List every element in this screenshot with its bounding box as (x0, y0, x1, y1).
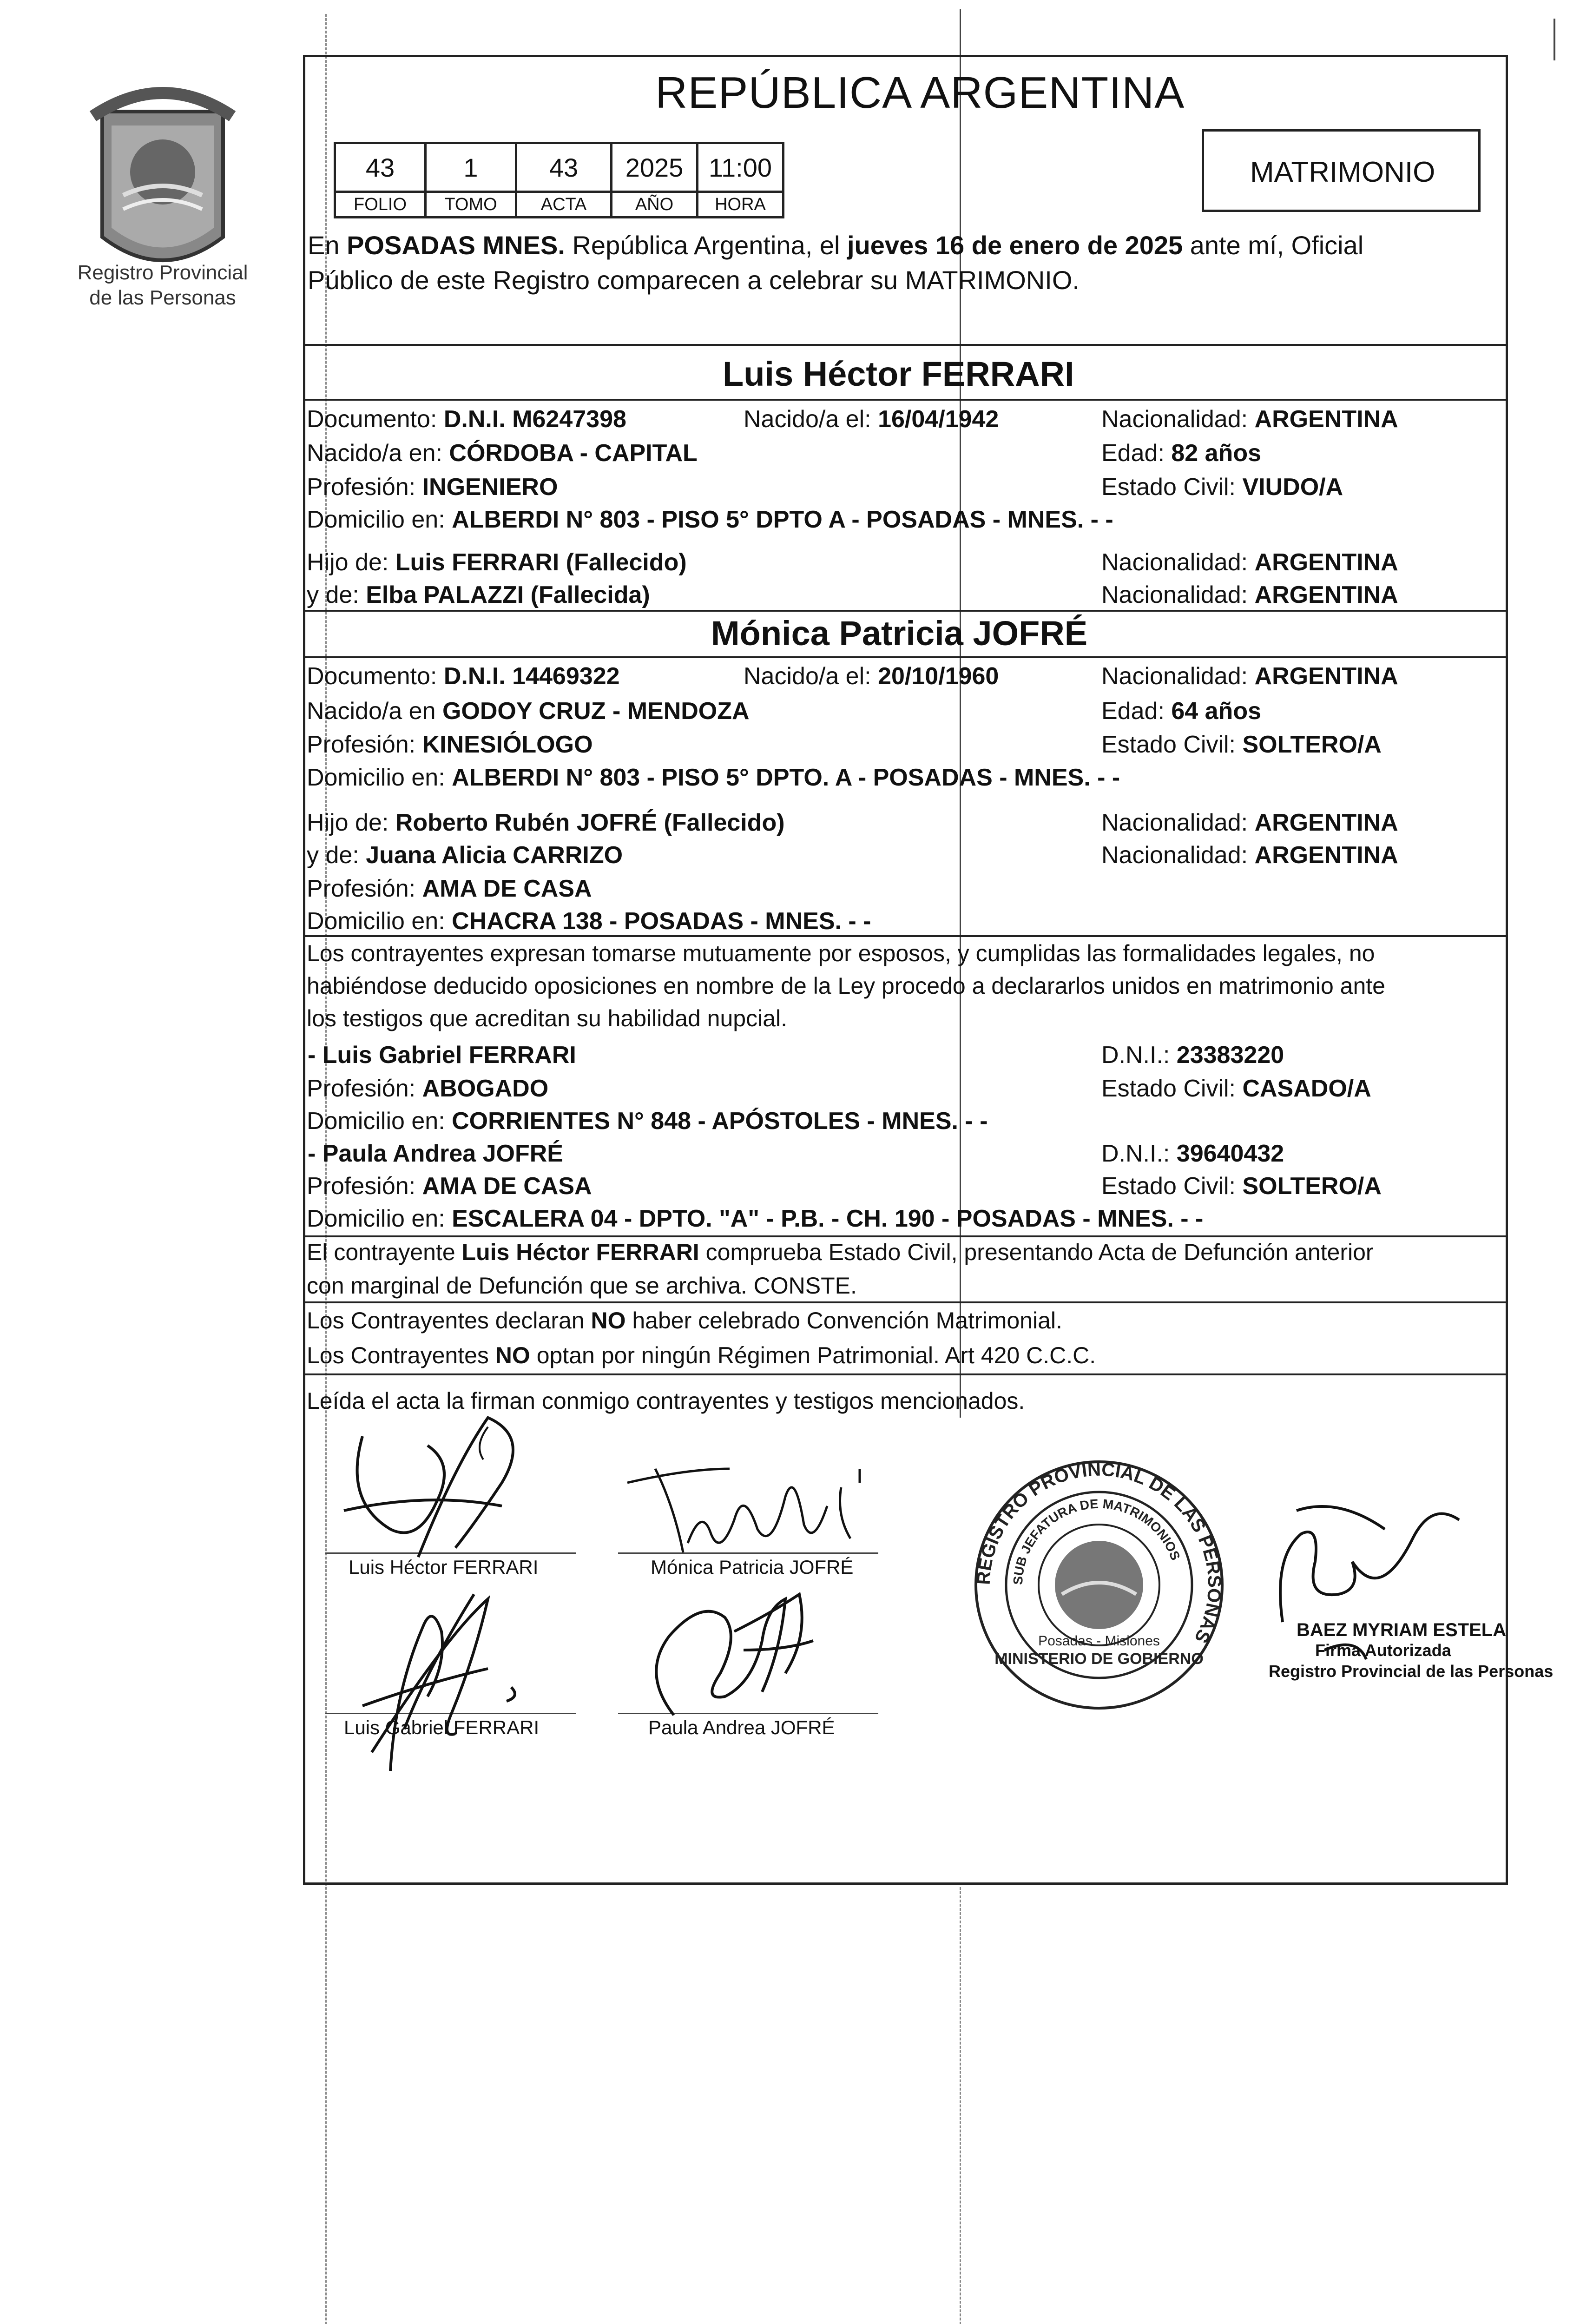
value: Roberto Rubén JOFRÉ (Fallecido) (395, 809, 785, 836)
testigo-1-dni (1101, 1041, 1284, 1069)
anio-value: 2025 (612, 143, 698, 192)
label: Estado Civil: (1101, 731, 1236, 758)
value: 64 años (1171, 698, 1261, 725)
signature-3-handwriting (335, 1576, 586, 1789)
value: ARGENTINA (1254, 406, 1398, 433)
section-divider (303, 1301, 1508, 1303)
intro-line-2: Público de este Registro comparecen a celebrar su MATRIMONIO. (308, 265, 1080, 295)
folio-label: FOLIO (335, 192, 426, 218)
convencion-line-1 (307, 1307, 1062, 1334)
c2-nacido-el (744, 662, 999, 690)
value: 39640432 (1176, 1140, 1284, 1167)
label: Hijo de: (307, 549, 389, 576)
c1-edad (1101, 439, 1261, 467)
c2-madre-domicilio (307, 907, 871, 935)
signature-name-4: Paula Andrea JOFRÉ (648, 1717, 835, 1738)
label: Profesión: (307, 474, 416, 501)
value: 82 años (1171, 440, 1261, 467)
label: Nacionalidad: (1101, 842, 1248, 869)
label: Domicilio en: (307, 1108, 445, 1135)
text: Los Contrayentes (307, 1342, 495, 1368)
intro-prefix: En (308, 231, 347, 260)
folio-table (334, 142, 784, 218)
declaracion-line-3: los testigos que acreditan su habilidad nupcial. (307, 1005, 788, 1031)
signature-1-handwriting (335, 1408, 576, 1571)
value: D.N.I. 14469322 (443, 663, 620, 690)
seal-ring-text: REGISTRO PROVINCIAL DE LAS PERSONAS (973, 1459, 1225, 1646)
testigo-2-dni (1101, 1140, 1284, 1168)
c2-domicilio (307, 764, 1120, 792)
value: ALBERDI N° 803 - PISO 5° DPTO. A - POSADAS - MNES. - - (452, 764, 1120, 791)
c2-estado-civil (1101, 731, 1382, 759)
label: Hijo de: (307, 809, 389, 836)
folio-value: 43 (335, 143, 426, 192)
c1-madre-nacionalidad (1101, 581, 1398, 609)
emphasis: NO (591, 1307, 626, 1334)
label: y de: (307, 581, 359, 608)
label: Nacionalidad: (1101, 581, 1248, 608)
testigo-2-estado-civil (1101, 1172, 1382, 1200)
value: VIUDO/A (1242, 474, 1343, 501)
seal-bottom-text: MINISTERIO DE GOBIERNO (994, 1650, 1204, 1668)
value: 16/04/1942 (878, 406, 999, 433)
testigo-1-profesion (307, 1075, 548, 1103)
hora-value: 11:00 (698, 143, 783, 192)
value: Juana Alicia CARRIZO (366, 842, 623, 869)
label: D.N.I.: (1101, 1140, 1170, 1167)
tomo-value: 1 (426, 143, 516, 192)
label: Edad: (1101, 698, 1165, 725)
section-divider (303, 344, 1508, 346)
value: INGENIERO (422, 474, 558, 501)
convencion-line-2 (307, 1342, 1096, 1369)
value: Luis FERRARI (Fallecido) (395, 549, 687, 576)
section-divider (303, 656, 1508, 658)
value: ESCALERA 04 - DPTO. "A" - P.B. - CH. 190 - POSADAS - MNES. - - (452, 1205, 1204, 1232)
c1-madre (307, 581, 650, 609)
intro-middle: República Argentina, el (565, 231, 847, 260)
label: y de: (307, 842, 359, 869)
c1-domicilio (307, 506, 1113, 534)
c2-padre-nacionalidad (1101, 809, 1398, 837)
official-seal-stamp (969, 1455, 1229, 1715)
official-cargo: Firma Autorizada (1315, 1641, 1451, 1660)
hora-label: HORA (698, 192, 783, 218)
label: Nacionalidad: (1101, 406, 1248, 433)
value: AMA DE CASA (422, 1173, 592, 1200)
testigo-2-domicilio (307, 1205, 1203, 1233)
section-divider (303, 1373, 1508, 1375)
testigo-1-name: - Luis Gabriel FERRARI (308, 1042, 576, 1069)
seal-inner-text: SUB JEFATURA DE MATRIMONIOS (1010, 1496, 1183, 1585)
contrayente-2-name: Mónica Patricia JOFRÉ (711, 614, 1088, 653)
c1-nacionalidad (1101, 405, 1398, 433)
acta-label: ACTA (516, 192, 612, 218)
fold-guide-line (960, 1887, 961, 2324)
label: Domicilio en: (307, 1205, 445, 1232)
label: D.N.I.: (1101, 1042, 1170, 1069)
label: Profesión: (307, 1173, 416, 1200)
label: Documento: (307, 406, 437, 433)
official-registro: Registro Provincial de las Personas (1269, 1662, 1554, 1681)
testigo-2-profesion (307, 1172, 592, 1200)
declaracion-line-2: habiéndose deducido oposiciones en nombre de la Ley procedo a declararlos unidos en matrimonio ante (307, 973, 1385, 999)
value: ARGENTINA (1254, 581, 1398, 608)
defuncion-line-2: con marginal de Defunción que se archiva. CONSTE. (307, 1273, 857, 1299)
record-type-label: MATRIMONIO (1250, 156, 1435, 188)
value: ARGENTINA (1254, 663, 1398, 690)
c2-nacionalidad (1101, 662, 1398, 690)
intro-line-1 (308, 230, 1363, 260)
value: CASADO/A (1242, 1075, 1371, 1102)
testigo-1-domicilio (307, 1107, 988, 1135)
text: El contrayente (307, 1239, 462, 1265)
cierre-text: Leída el acta la firman conmigo contrayentes y testigos mencionados. (307, 1388, 1025, 1414)
intro-suffix: ante mí, Oficial (1183, 231, 1364, 260)
label: Documento: (307, 663, 437, 690)
label: Edad: (1101, 440, 1165, 467)
label: Estado Civil: (1101, 1173, 1236, 1200)
intro-date: jueves 16 de enero de 2025 (847, 231, 1183, 260)
c1-documento (307, 405, 626, 433)
label: Nacionalidad: (1101, 549, 1248, 576)
value: AMA DE CASA (422, 875, 592, 902)
label: Nacionalidad: (1101, 663, 1248, 690)
label: Profesión: (307, 875, 416, 902)
c2-nacido-en (307, 697, 750, 725)
contrayente-1-name: Luis Héctor FERRARI (723, 355, 1074, 393)
text: optan por ningún Régimen Patrimonial. Art 420 C.C.C. (530, 1342, 1096, 1368)
value: CÓRDOBA - CAPITAL (449, 440, 698, 467)
signature-name-2: Mónica Patricia JOFRÉ (651, 1556, 854, 1578)
c1-nacido-el (744, 405, 999, 433)
value: ALBERDI N° 803 - PISO 5° DPTO A - POSADAS - MNES. - - (452, 506, 1113, 533)
intro-place: POSADAS MNES. (347, 231, 565, 260)
c1-nacido-en (307, 439, 698, 467)
c1-profesion (307, 473, 558, 501)
label: Nacido/a el: (744, 663, 871, 690)
value: SOLTERO/A (1242, 731, 1382, 758)
c2-madre-profesion (307, 875, 592, 903)
value: ARGENTINA (1254, 842, 1398, 869)
section-divider (303, 1235, 1508, 1237)
section-divider (303, 935, 1508, 937)
value: KINESIÓLOGO (422, 731, 593, 758)
c2-edad (1101, 697, 1261, 725)
declaracion-line-1: Los contrayentes expresan tomarse mutuamente por esposos, y cumplidas las formalidades legales, no (307, 940, 1375, 966)
name: Luis Héctor FERRARI (461, 1239, 699, 1265)
value: ARGENTINA (1254, 809, 1398, 836)
c1-padre-nacionalidad (1101, 548, 1398, 576)
label: Profesión: (307, 731, 416, 758)
label: Nacido/a en: (307, 440, 442, 467)
value: 23383220 (1176, 1042, 1284, 1069)
edge-mark (1554, 19, 1555, 60)
emphasis: NO (495, 1342, 530, 1368)
value: CHACRA 138 - POSADAS - MNES. - - (452, 908, 871, 935)
testigo-2-name: - Paula Andrea JOFRÉ (308, 1140, 563, 1167)
label: Profesión: (307, 1075, 416, 1102)
tomo-label: TOMO (426, 192, 516, 218)
c2-madre (307, 841, 623, 869)
label: Nacionalidad: (1101, 809, 1248, 836)
text: haber celebrado Convención Matrimonial. (625, 1307, 1062, 1334)
value: SOLTERO/A (1242, 1173, 1382, 1200)
label: Nacido/a en (307, 698, 436, 725)
seal-city-text: Posadas - Misiones (1038, 1633, 1160, 1649)
value: D.N.I. M6247398 (443, 406, 626, 433)
logo-caption: Registro Provincial de las Personas (77, 261, 248, 309)
text: Los Contrayentes declaran (307, 1307, 591, 1334)
official-name: BAEZ MYRIAM ESTELA (1297, 1620, 1507, 1640)
signature-name-3: Luis Gabriel FERRARI (344, 1717, 540, 1738)
anio-label: AÑO (612, 192, 698, 218)
label: Nacido/a el: (744, 406, 871, 433)
label: Domicilio en: (307, 506, 445, 533)
acta-value: 43 (516, 143, 612, 192)
value: ABOGADO (422, 1075, 549, 1102)
testigo-1-estado-civil (1101, 1075, 1371, 1103)
signature-2-handwriting (618, 1450, 878, 1571)
label: Domicilio en: (307, 908, 445, 935)
section-divider (303, 399, 1508, 401)
section-divider (303, 610, 1508, 612)
signature-4-handwriting (632, 1580, 850, 1724)
c2-profesion (307, 731, 593, 759)
label: Estado Civil: (1101, 474, 1236, 501)
value: Elba PALAZZI (Fallecida) (366, 581, 650, 608)
c2-padre (307, 809, 785, 837)
signature-name-1: Luis Héctor FERRARI (349, 1556, 539, 1578)
country-title: REPÚBLICA ARGENTINA (655, 68, 1185, 118)
c1-padre (307, 548, 687, 576)
text: comprueba Estado Civil, presentando Acta de Defunción anterior (699, 1239, 1374, 1265)
value: ARGENTINA (1254, 549, 1398, 576)
c2-madre-nacionalidad (1101, 841, 1398, 869)
c2-documento (307, 662, 620, 690)
label: Domicilio en: (307, 764, 445, 791)
label: Estado Civil: (1101, 1075, 1236, 1102)
value: CORRIENTES N° 848 - APÓSTOLES - MNES. - - (452, 1108, 988, 1135)
defuncion-line-1 (307, 1239, 1374, 1266)
value: GODOY CRUZ - MENDOZA (442, 698, 750, 725)
c1-estado-civil (1101, 473, 1343, 501)
value: 20/10/1960 (878, 663, 999, 690)
